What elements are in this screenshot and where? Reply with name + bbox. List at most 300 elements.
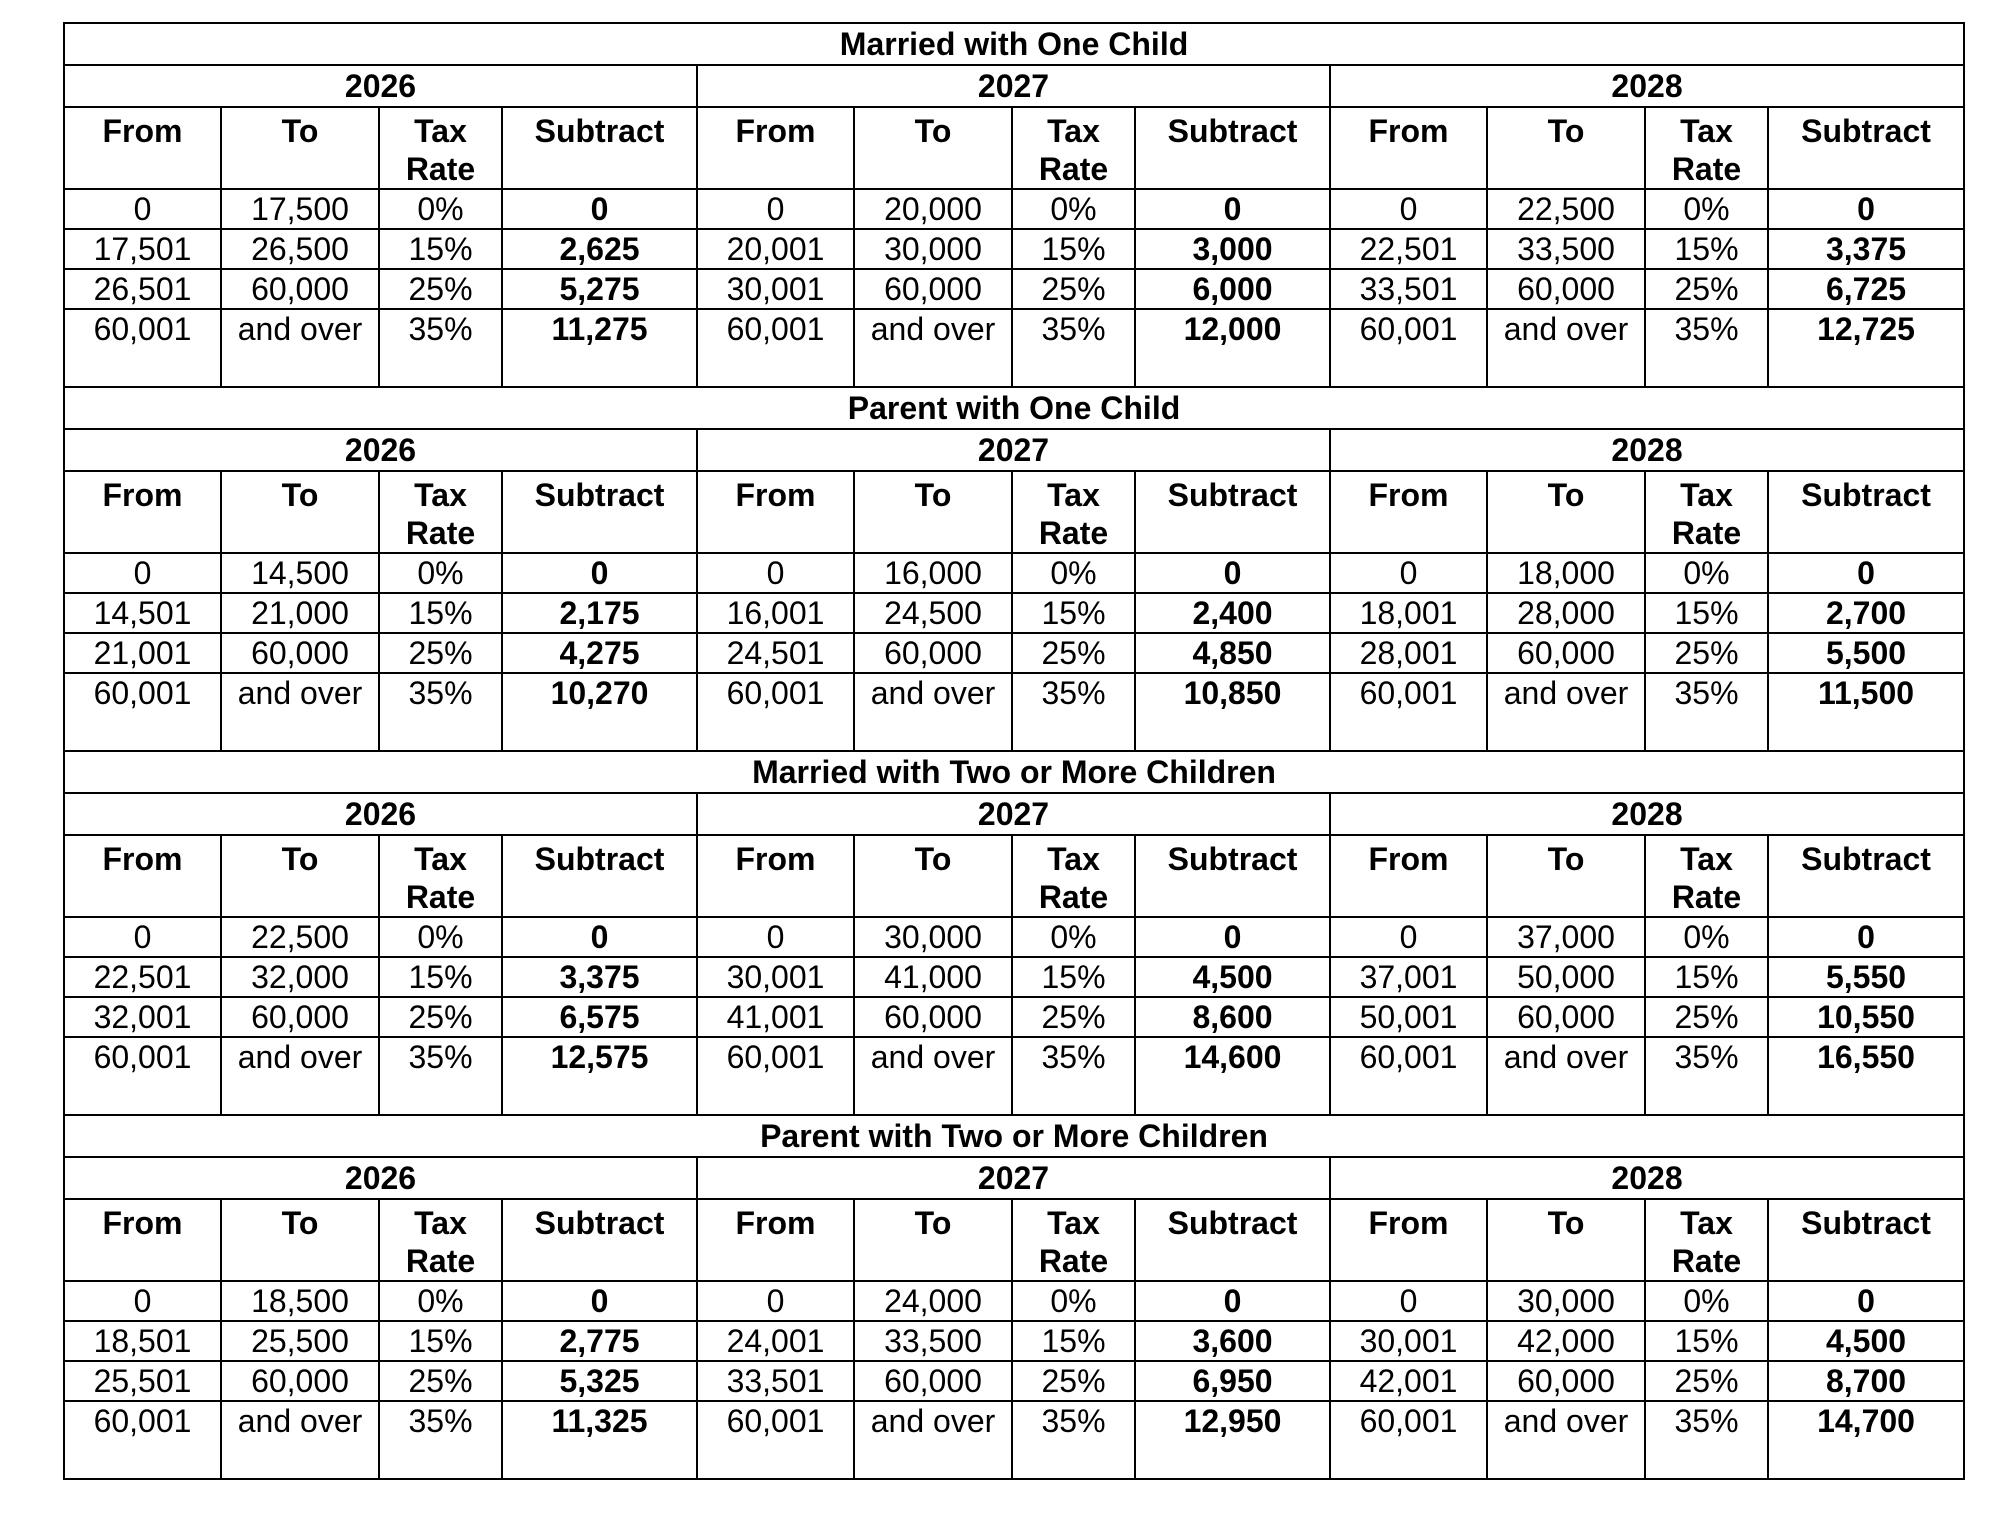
bracket-from: 30,001 [697,957,854,997]
bracket-rate: 35% [379,673,502,751]
bracket-from: 14,501 [64,593,221,633]
bracket-from: 30,001 [697,269,854,309]
bracket-from: 50,001 [1330,997,1487,1037]
col-header-from: From [697,107,854,189]
bracket-to: 60,000 [1487,633,1645,673]
bracket-to: and over [1487,309,1645,387]
bracket-rate: 15% [379,1321,502,1361]
bracket-rate: 35% [1012,309,1135,387]
col-header-to: To [854,471,1012,553]
col-header-tax-rate [379,835,502,917]
bracket-to: 28,000 [1487,593,1645,633]
col-header-tax-rate [1012,471,1135,553]
bracket-rate: 15% [379,229,502,269]
bracket-row [64,229,1964,269]
bracket-subtract: 12,000 [1135,309,1330,387]
col-header-to: To [1487,471,1645,553]
bracket-from: 16,001 [697,593,854,633]
bracket-to: 14,500 [221,553,379,593]
bracket-to: and over [854,1401,1012,1479]
bracket-from: 30,001 [1330,1321,1487,1361]
col-header-tax-rate-line2: Rate [1671,879,1742,915]
bracket-from: 0 [697,553,854,593]
bracket-subtract: 4,500 [1768,1321,1964,1361]
col-header-tax-rate [379,471,502,553]
bracket-subtract: 16,550 [1768,1037,1964,1115]
bracket-from: 24,001 [697,1321,854,1361]
bracket-subtract: 6,000 [1135,269,1330,309]
bracket-from: 0 [64,917,221,957]
col-header-tax-rate [1645,107,1768,189]
bracket-from: 20,001 [697,229,854,269]
bracket-from: 60,001 [64,309,221,387]
bracket-row [64,957,1964,997]
bracket-to: and over [1487,1037,1645,1115]
col-header-tax-rate-line1: Tax [1680,841,1733,877]
bracket-from: 60,001 [1330,1401,1487,1479]
bracket-subtract: 11,325 [502,1401,697,1479]
bracket-subtract: 4,500 [1135,957,1330,997]
bracket-rate: 25% [1645,269,1768,309]
section-title: Married with Two or More Children [64,751,1964,793]
year-row [64,1157,1964,1199]
bracket-to: and over [221,309,379,387]
bracket-to: 30,000 [1487,1281,1645,1321]
bracket-subtract: 3,375 [502,957,697,997]
bracket-subtract: 5,500 [1768,633,1964,673]
bracket-to: 20,000 [854,189,1012,229]
bracket-to: 26,500 [221,229,379,269]
column-header-row [64,835,1964,917]
bracket-to: 60,000 [1487,269,1645,309]
bracket-from: 60,001 [64,673,221,751]
col-header-tax-rate-line1: Tax [414,477,467,513]
bracket-row [64,553,1964,593]
col-header-subtract: Subtract [1135,471,1330,553]
col-header-tax-rate [379,107,502,189]
bracket-rate: 0% [379,917,502,957]
bracket-to: 60,000 [221,1361,379,1401]
bracket-from: 0 [64,1281,221,1321]
col-header-from: From [697,835,854,917]
year-header: 2028 [1330,65,1964,107]
bracket-subtract: 2,775 [502,1321,697,1361]
bracket-subtract: 10,850 [1135,673,1330,751]
bracket-from: 32,001 [64,997,221,1037]
col-header-tax-rate-line2: Rate [405,1243,476,1279]
bracket-subtract: 11,500 [1768,673,1964,751]
bracket-rate: 0% [379,189,502,229]
col-header-from: From [697,1199,854,1281]
bracket-rate: 0% [1012,917,1135,957]
year-header: 2028 [1330,1157,1964,1199]
col-header-tax-rate-line2: Rate [405,151,476,187]
bracket-to: 22,500 [221,917,379,957]
bracket-to: and over [221,1037,379,1115]
year-row [64,65,1964,107]
bracket-rate: 35% [379,1401,502,1479]
bracket-subtract: 2,700 [1768,593,1964,633]
bracket-subtract: 10,270 [502,673,697,751]
bracket-subtract: 12,575 [502,1037,697,1115]
bracket-to: 60,000 [221,997,379,1037]
bracket-to: and over [221,1401,379,1479]
col-header-from: From [1330,471,1487,553]
bracket-row [64,1361,1964,1401]
bracket-row [64,997,1964,1037]
bracket-from: 21,001 [64,633,221,673]
bracket-rate: 25% [1645,1361,1768,1401]
bracket-from: 25,501 [64,1361,221,1401]
bracket-rate: 0% [379,553,502,593]
bracket-to: 18,500 [221,1281,379,1321]
col-header-tax-rate-line2: Rate [1671,151,1742,187]
col-header-to: To [221,471,379,553]
year-header: 2027 [697,793,1330,835]
col-header-tax-rate-line1: Tax [414,113,467,149]
bracket-row [64,309,1964,387]
bracket-to: 18,000 [1487,553,1645,593]
bracket-from: 0 [1330,917,1487,957]
bracket-rate: 25% [1645,997,1768,1037]
year-row [64,793,1964,835]
year-header: 2027 [697,1157,1330,1199]
bracket-rate: 25% [1012,1361,1135,1401]
bracket-rate: 0% [1645,189,1768,229]
bracket-subtract: 2,625 [502,229,697,269]
col-header-subtract: Subtract [1768,835,1964,917]
bracket-rate: 35% [379,1037,502,1115]
col-header-subtract: Subtract [502,835,697,917]
bracket-rate: 0% [1645,1281,1768,1321]
bracket-rate: 0% [1012,553,1135,593]
bracket-from: 60,001 [64,1037,221,1115]
bracket-subtract: 0 [502,1281,697,1321]
bracket-from: 41,001 [697,997,854,1037]
col-header-tax-rate-line1: Tax [1047,477,1100,513]
bracket-to: 60,000 [854,1361,1012,1401]
bracket-from: 60,001 [1330,309,1487,387]
col-header-tax-rate-line2: Rate [405,515,476,551]
bracket-row [64,673,1964,751]
bracket-subtract: 0 [502,189,697,229]
col-header-tax-rate-line1: Tax [1047,113,1100,149]
bracket-subtract: 0 [1768,1281,1964,1321]
bracket-row [64,917,1964,957]
col-header-tax-rate-line1: Tax [1680,1205,1733,1241]
bracket-from: 0 [1330,553,1487,593]
bracket-rate: 0% [1645,553,1768,593]
year-header: 2027 [697,429,1330,471]
bracket-subtract: 6,950 [1135,1361,1330,1401]
section-title: Married with One Child [64,23,1964,65]
bracket-rate: 25% [1012,633,1135,673]
bracket-from: 60,001 [697,673,854,751]
bracket-rate: 15% [1012,593,1135,633]
bracket-from: 28,001 [1330,633,1487,673]
bracket-subtract: 0 [1768,553,1964,593]
col-header-to: To [854,835,1012,917]
bracket-rate: 25% [1012,269,1135,309]
bracket-subtract: 2,175 [502,593,697,633]
bracket-to: and over [221,673,379,751]
col-header-from: From [1330,1199,1487,1281]
col-header-to: To [1487,1199,1645,1281]
bracket-from: 0 [1330,1281,1487,1321]
bracket-from: 60,001 [697,1401,854,1479]
year-row [64,429,1964,471]
bracket-subtract: 5,550 [1768,957,1964,997]
col-header-from: From [697,471,854,553]
column-header-row [64,1199,1964,1281]
col-header-tax-rate-line1: Tax [1680,113,1733,149]
col-header-tax-rate [1012,835,1135,917]
section-title-row [64,751,1964,793]
column-header-row [64,471,1964,553]
bracket-rate: 25% [1012,997,1135,1037]
bracket-subtract: 8,600 [1135,997,1330,1037]
col-header-tax-rate-line1: Tax [1047,841,1100,877]
bracket-rate: 35% [1645,309,1768,387]
bracket-rate: 15% [1645,957,1768,997]
col-header-subtract: Subtract [1135,107,1330,189]
bracket-to: 25,500 [221,1321,379,1361]
bracket-subtract: 3,000 [1135,229,1330,269]
bracket-subtract: 0 [1768,917,1964,957]
bracket-from: 26,501 [64,269,221,309]
bracket-from: 22,501 [1330,229,1487,269]
year-header: 2027 [697,65,1330,107]
col-header-tax-rate-line2: Rate [405,879,476,915]
bracket-subtract: 5,275 [502,269,697,309]
col-header-tax-rate [1645,1199,1768,1281]
bracket-to: 60,000 [854,269,1012,309]
bracket-to: and over [854,1037,1012,1115]
bracket-row [64,269,1964,309]
bracket-to: 60,000 [221,633,379,673]
bracket-from: 22,501 [64,957,221,997]
col-header-tax-rate [379,1199,502,1281]
bracket-subtract: 0 [1135,189,1330,229]
year-header: 2026 [64,793,697,835]
bracket-from: 60,001 [64,1401,221,1479]
bracket-rate: 0% [1645,917,1768,957]
col-header-tax-rate [1012,1199,1135,1281]
bracket-row [64,1321,1964,1361]
bracket-to: 24,000 [854,1281,1012,1321]
bracket-subtract: 3,600 [1135,1321,1330,1361]
col-header-to: To [221,835,379,917]
bracket-rate: 15% [1645,1321,1768,1361]
bracket-rate: 0% [1012,189,1135,229]
year-header: 2026 [64,1157,697,1199]
bracket-subtract: 10,550 [1768,997,1964,1037]
col-header-tax-rate-line2: Rate [1038,1243,1109,1279]
col-header-from: From [64,107,221,189]
bracket-to: 41,000 [854,957,1012,997]
section-title-row [64,387,1964,429]
col-header-tax-rate-line2: Rate [1038,151,1109,187]
bracket-rate: 0% [1012,1281,1135,1321]
col-header-from: From [1330,835,1487,917]
bracket-from: 17,501 [64,229,221,269]
bracket-subtract: 6,725 [1768,269,1964,309]
bracket-row [64,633,1964,673]
bracket-rate: 15% [1645,229,1768,269]
bracket-from: 33,501 [1330,269,1487,309]
year-header: 2028 [1330,429,1964,471]
bracket-from: 0 [1330,189,1487,229]
bracket-subtract: 6,575 [502,997,697,1037]
col-header-tax-rate-line2: Rate [1038,515,1109,551]
bracket-to: 42,000 [1487,1321,1645,1361]
bracket-to: 60,000 [221,269,379,309]
bracket-from: 0 [64,553,221,593]
bracket-to: 17,500 [221,189,379,229]
bracket-row [64,1037,1964,1115]
bracket-from: 0 [697,917,854,957]
bracket-to: 22,500 [1487,189,1645,229]
col-header-to: To [1487,107,1645,189]
bracket-to: 37,000 [1487,917,1645,957]
bracket-subtract: 5,325 [502,1361,697,1401]
bracket-subtract: 0 [502,553,697,593]
bracket-from: 0 [697,189,854,229]
bracket-subtract: 0 [502,917,697,957]
tax-bracket-table [63,22,1965,1480]
bracket-rate: 0% [379,1281,502,1321]
bracket-from: 37,001 [1330,957,1487,997]
bracket-from: 42,001 [1330,1361,1487,1401]
bracket-from: 0 [64,189,221,229]
section-title-row [64,23,1964,65]
col-header-tax-rate-line1: Tax [414,841,467,877]
bracket-rate: 35% [1645,1401,1768,1479]
bracket-rate: 35% [1012,1401,1135,1479]
bracket-rate: 25% [1645,633,1768,673]
bracket-from: 60,001 [697,1037,854,1115]
bracket-subtract: 14,600 [1135,1037,1330,1115]
col-header-tax-rate-line1: Tax [1680,477,1733,513]
bracket-to: 60,000 [1487,997,1645,1037]
bracket-subtract: 11,275 [502,309,697,387]
bracket-rate: 15% [379,593,502,633]
bracket-to: 16,000 [854,553,1012,593]
bracket-to: and over [854,673,1012,751]
tax-table-body [64,23,1964,1479]
col-header-to: To [221,1199,379,1281]
col-header-from: From [64,835,221,917]
bracket-rate: 35% [1645,673,1768,751]
bracket-rate: 25% [379,1361,502,1401]
bracket-rate: 25% [379,997,502,1037]
bracket-to: 21,000 [221,593,379,633]
bracket-subtract: 4,275 [502,633,697,673]
section-title-row [64,1115,1964,1157]
col-header-tax-rate [1645,835,1768,917]
bracket-to: 50,000 [1487,957,1645,997]
col-header-subtract: Subtract [1135,1199,1330,1281]
bracket-subtract: 12,725 [1768,309,1964,387]
bracket-to: 33,500 [854,1321,1012,1361]
bracket-to: 30,000 [854,917,1012,957]
bracket-to: and over [854,309,1012,387]
bracket-to: 60,000 [854,633,1012,673]
bracket-subtract: 0 [1135,553,1330,593]
col-header-from: From [1330,107,1487,189]
bracket-to: and over [1487,673,1645,751]
bracket-to: 33,500 [1487,229,1645,269]
bracket-subtract: 12,950 [1135,1401,1330,1479]
bracket-rate: 15% [379,957,502,997]
bracket-from: 60,001 [697,309,854,387]
bracket-rate: 25% [379,633,502,673]
bracket-to: 32,000 [221,957,379,997]
bracket-rate: 25% [379,269,502,309]
bracket-rate: 35% [1012,673,1135,751]
bracket-from: 33,501 [697,1361,854,1401]
bracket-subtract: 0 [1135,917,1330,957]
column-header-row [64,107,1964,189]
col-header-tax-rate [1645,471,1768,553]
bracket-to: 30,000 [854,229,1012,269]
year-header: 2026 [64,429,697,471]
col-header-tax-rate-line2: Rate [1671,1243,1742,1279]
bracket-rate: 35% [1012,1037,1135,1115]
col-header-subtract: Subtract [502,107,697,189]
bracket-rate: 35% [1645,1037,1768,1115]
bracket-subtract: 0 [1768,189,1964,229]
bracket-rate: 15% [1012,1321,1135,1361]
col-header-subtract: Subtract [1768,471,1964,553]
col-header-tax-rate-line2: Rate [1038,879,1109,915]
bracket-to: 24,500 [854,593,1012,633]
col-header-subtract: Subtract [1768,1199,1964,1281]
col-header-from: From [64,471,221,553]
col-header-tax-rate-line1: Tax [1047,1205,1100,1241]
bracket-from: 0 [697,1281,854,1321]
section-title: Parent with Two or More Children [64,1115,1964,1157]
bracket-row [64,1281,1964,1321]
bracket-to: and over [1487,1401,1645,1479]
col-header-from: From [64,1199,221,1281]
bracket-to: 60,000 [1487,1361,1645,1401]
col-header-to: To [854,107,1012,189]
bracket-from: 60,001 [1330,1037,1487,1115]
col-header-tax-rate-line2: Rate [1671,515,1742,551]
bracket-row [64,1401,1964,1479]
bracket-subtract: 14,700 [1768,1401,1964,1479]
year-header: 2028 [1330,793,1964,835]
bracket-subtract: 8,700 [1768,1361,1964,1401]
col-header-tax-rate-line1: Tax [414,1205,467,1241]
year-header: 2026 [64,65,697,107]
col-header-subtract: Subtract [502,471,697,553]
bracket-from: 18,501 [64,1321,221,1361]
col-header-to: To [1487,835,1645,917]
bracket-to: 60,000 [854,997,1012,1037]
bracket-from: 24,501 [697,633,854,673]
col-header-subtract: Subtract [1768,107,1964,189]
bracket-row [64,593,1964,633]
bracket-rate: 15% [1012,957,1135,997]
col-header-subtract: Subtract [502,1199,697,1281]
bracket-from: 18,001 [1330,593,1487,633]
col-header-to: To [221,107,379,189]
col-header-to: To [854,1199,1012,1281]
bracket-rate: 15% [1645,593,1768,633]
bracket-row [64,189,1964,229]
